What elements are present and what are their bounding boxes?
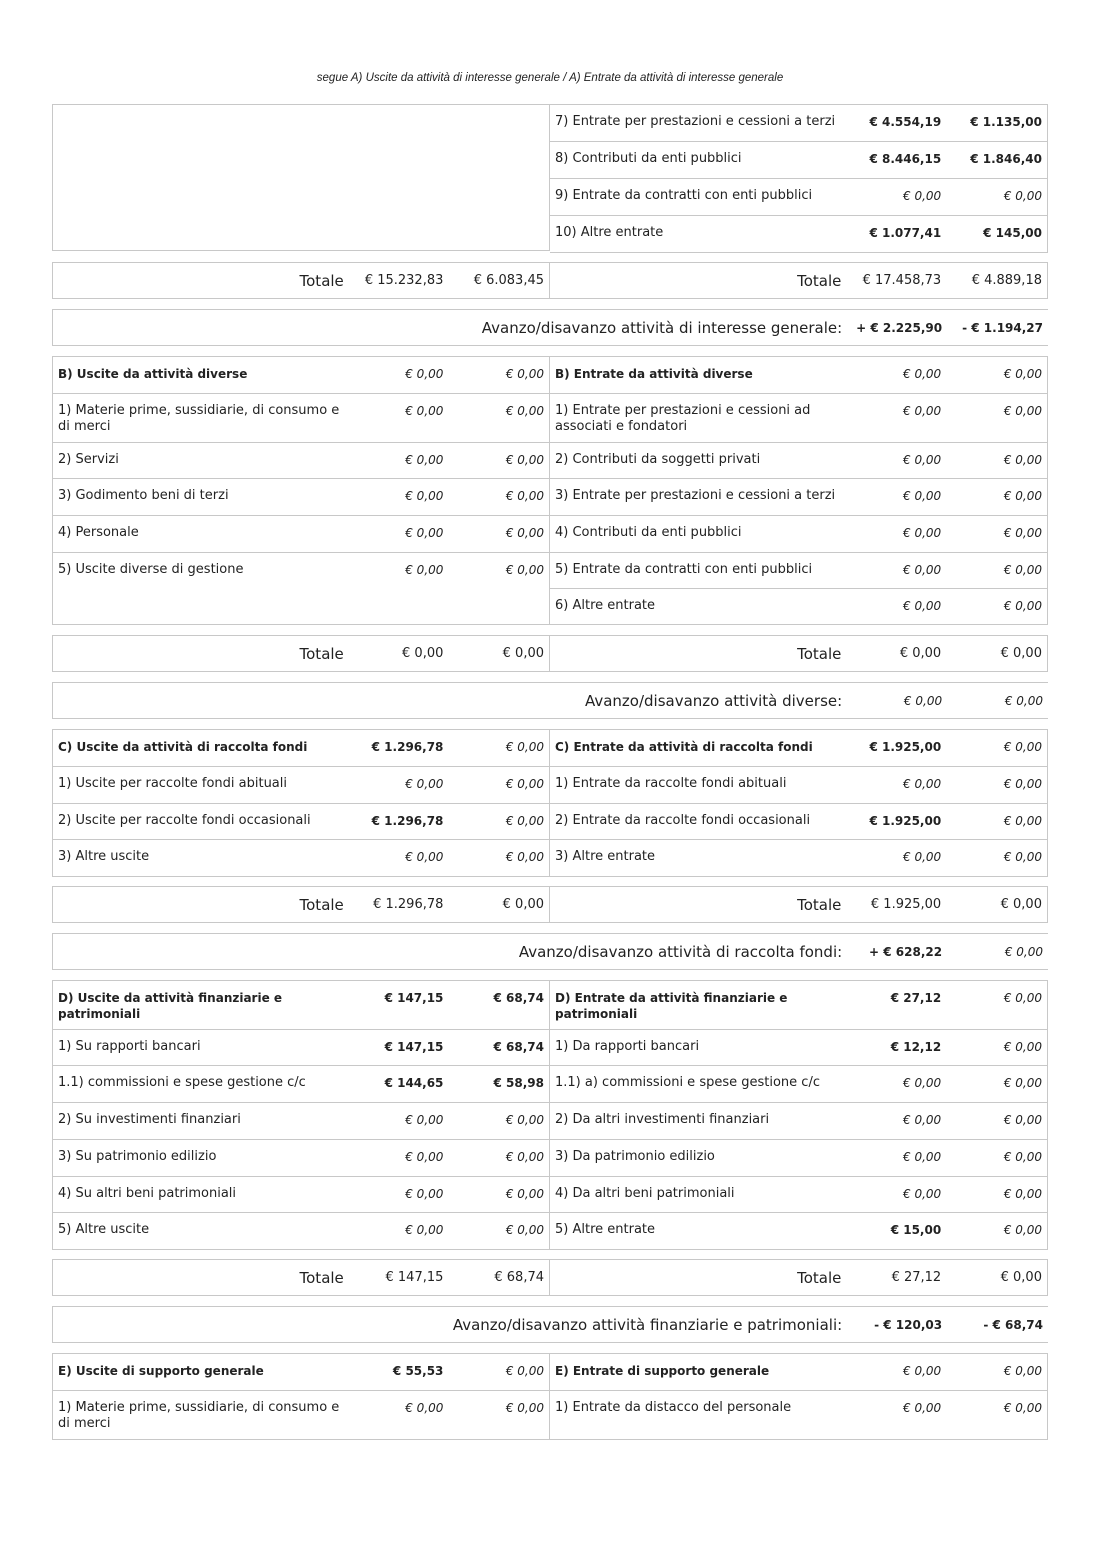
row-value-previous: € 0,00: [505, 1223, 544, 1237]
table-row: [550, 767, 1047, 804]
row-value-current: € 8.446,15: [869, 152, 942, 166]
table-row: [53, 479, 549, 516]
totale-value: € 4.889,18: [971, 273, 1042, 288]
row-value-previous: € 0,00: [505, 777, 544, 791]
row-value-current: € 0,00: [903, 453, 942, 467]
row-value-current: € 0,00: [903, 189, 942, 203]
row-value-current: € 0,00: [405, 850, 444, 864]
row-value-current: € 0,00: [405, 1401, 444, 1415]
row-value-previous: € 0,00: [505, 1401, 544, 1415]
row-value-previous: € 145,00: [983, 226, 1042, 240]
row-value-current: € 0,00: [903, 1401, 942, 1415]
table-row: [53, 1354, 549, 1391]
row-value-previous: € 0,00: [505, 563, 544, 577]
avanzo-label: Avanzo/disavanzo attività finanziarie e patrimoniali:: [452, 1315, 843, 1334]
row-value-previous: € 0,00: [1003, 1187, 1042, 1201]
entrate-e: [550, 1353, 1048, 1440]
totale-label: Totale: [299, 1268, 344, 1287]
row-label: 3) Entrate per prestazioni e cessioni a terzi: [555, 488, 836, 503]
totale-value: € 27,12: [891, 1270, 942, 1285]
table-row: [550, 730, 1047, 767]
table-row: [53, 840, 549, 876]
uscite-b: [52, 356, 550, 625]
row-label: 3) Altre uscite: [58, 849, 150, 864]
totale-value: € 0,00: [899, 646, 942, 661]
section-b-table: [52, 356, 1048, 625]
row-value-previous: € 0,00: [1003, 1113, 1042, 1127]
row-label: 9) Entrate da contratti con enti pubblici: [555, 188, 813, 203]
row-value-current: € 0,00: [405, 404, 444, 418]
row-value-current: € 0,00: [405, 1223, 444, 1237]
row-value-current: € 0,00: [903, 404, 942, 418]
totale-value: € 0,00: [502, 897, 544, 912]
row-value-previous: € 0,00: [1003, 1401, 1042, 1415]
totale-label: Totale: [797, 644, 842, 663]
totale-value: € 0,00: [1000, 646, 1042, 661]
totale-value: € 1.925,00: [870, 897, 942, 912]
row-label: 1) Entrate da raccolte fondi abituali: [555, 776, 787, 791]
table-row: [53, 1140, 549, 1177]
row-value-current: € 0,00: [903, 1187, 942, 1201]
row-value-current: € 4.554,19: [869, 115, 942, 129]
row-value-previous: € 0,00: [505, 404, 544, 418]
avanzo-value: € 0,00: [1004, 944, 1043, 959]
table-row: [53, 730, 549, 767]
table-row: [53, 767, 549, 804]
section-a-table: [52, 104, 1048, 253]
row-value-previous: € 0,00: [505, 1187, 544, 1201]
section-d-table: [52, 980, 1048, 1250]
totale-value: € 6.083,45: [473, 273, 544, 288]
row-value-previous: € 0,00: [505, 453, 544, 467]
uscite-d: [52, 980, 550, 1250]
section-e-table: [52, 1353, 1048, 1440]
table-row: [550, 553, 1047, 589]
row-value-previous: € 0,00: [1003, 563, 1042, 577]
row-value-previous: € 0,00: [505, 526, 544, 540]
row-value-previous: € 0,00: [1003, 1150, 1042, 1164]
avanzo-b-row: [52, 682, 1048, 719]
table-row: [550, 479, 1047, 516]
row-value-current: € 0,00: [903, 563, 942, 577]
row-label: 7) Entrate per prestazioni e cessioni a terzi: [555, 114, 836, 129]
avanzo-d-row: [52, 1306, 1048, 1343]
row-value-previous: € 1.135,00: [970, 115, 1042, 129]
row-label: 1) Materie prime, sussidiarie, di consumo e di merci: [58, 403, 340, 434]
row-label: 3) Altre entrate: [555, 849, 656, 864]
row-value-previous: € 68,74: [493, 991, 544, 1005]
row-label: 2) Contributi da soggetti privati: [555, 452, 761, 467]
row-value-current: € 0,00: [903, 1113, 942, 1127]
avanzo-label: Avanzo/disavanzo attività di interesse generale:: [481, 318, 843, 337]
row-value-previous: € 58,98: [493, 1076, 544, 1090]
totale-value: € 68,74: [494, 1270, 544, 1285]
uscite-c: [52, 729, 550, 877]
totale-c-row: [52, 886, 1048, 923]
row-label: 5) Uscite diverse di gestione: [58, 562, 244, 577]
totale-value: € 0,00: [502, 646, 544, 661]
row-value-previous: € 0,00: [505, 1113, 544, 1127]
row-value-previous: € 0,00: [505, 367, 544, 381]
table-row: [53, 981, 549, 1030]
row-value-current: € 0,00: [903, 367, 942, 381]
row-value-current: € 0,00: [405, 1113, 444, 1127]
row-label: 8) Contributi da enti pubblici: [555, 151, 742, 166]
page-header: segue A) Uscite da attività di interesse generale / A) Entrate da attività di interesse generale: [316, 72, 784, 84]
row-value-current: € 1.296,78: [371, 814, 444, 828]
table-row: [53, 516, 549, 553]
row-value-current: € 0,00: [903, 777, 942, 791]
table-row: [53, 1213, 549, 1249]
row-value-current: € 147,15: [384, 1040, 444, 1054]
row-value-current: € 1.296,78: [371, 740, 444, 754]
row-value-previous: € 0,00: [1003, 367, 1042, 381]
row-value-previous: € 0,00: [505, 850, 544, 864]
row-value-current: € 0,00: [903, 850, 942, 864]
table-row: [550, 105, 1047, 142]
table-row: [53, 553, 549, 624]
table-row: [53, 1391, 549, 1439]
row-value-previous: € 0,00: [1003, 189, 1042, 203]
row-value-previous: € 0,00: [1003, 453, 1042, 467]
row-value-previous: € 0,00: [1003, 404, 1042, 418]
totale-label: Totale: [797, 1268, 842, 1287]
totale-label: Totale: [299, 271, 344, 290]
table-row: [550, 840, 1047, 876]
table-row: [550, 1391, 1047, 1439]
row-value-previous: € 0,00: [1003, 599, 1042, 613]
row-value-current: € 0,00: [405, 1187, 444, 1201]
row-value-current: € 0,00: [405, 489, 444, 503]
uscite-e: [52, 1353, 550, 1440]
table-row: [53, 804, 549, 840]
row-label: 1) Da rapporti bancari: [555, 1039, 700, 1054]
row-label: 1) Su rapporti bancari: [58, 1039, 201, 1054]
table-row: [550, 443, 1047, 479]
totale-value: € 17.458,73: [862, 273, 942, 288]
row-value-current: € 144,65: [384, 1076, 444, 1090]
row-value-current: € 0,00: [405, 453, 444, 467]
entrate-d: [550, 980, 1048, 1250]
row-label: 5) Altre uscite: [58, 1222, 150, 1237]
table-row: [550, 589, 1047, 624]
avanzo-c-row: [52, 933, 1048, 970]
row-value-current: € 0,00: [903, 489, 942, 503]
row-value-current: € 0,00: [405, 563, 444, 577]
row-value-previous: € 0,00: [1003, 740, 1042, 754]
row-value-previous: € 0,00: [1003, 777, 1042, 791]
row-label: 6) Altre entrate: [555, 598, 656, 613]
row-label: 5) Entrate da contratti con enti pubblici: [555, 562, 813, 577]
row-label: 4) Personale: [58, 525, 139, 540]
row-value-previous: € 0,00: [1003, 1040, 1042, 1054]
avanzo-value: € 0,00: [1004, 693, 1043, 708]
row-value-previous: € 0,00: [1003, 489, 1042, 503]
row-label: 10) Altre entrate: [555, 225, 664, 240]
entrate-a: [550, 104, 1048, 253]
row-value-current: € 0,00: [903, 1150, 942, 1164]
row-value-previous: € 0,00: [1003, 850, 1042, 864]
row-value-previous: € 0,00: [505, 1150, 544, 1164]
table-row: [550, 804, 1047, 840]
row-label: 2) Su investimenti finanziari: [58, 1112, 241, 1127]
table-row: [53, 1103, 549, 1140]
table-row: [550, 1030, 1047, 1066]
row-label: 4) Da altri beni patrimoniali: [555, 1186, 735, 1201]
row-label: 3) Da patrimonio edilizio: [555, 1149, 715, 1164]
entrate-b: [550, 356, 1048, 625]
row-label: B) Uscite da attività diverse: [58, 367, 248, 381]
totale-b-row: [52, 635, 1048, 672]
totale-value: € 15.232,83: [364, 273, 444, 288]
table-row: [550, 1177, 1047, 1213]
table-row: [550, 394, 1047, 443]
row-value-previous: € 0,00: [1003, 1223, 1042, 1237]
totale-a-row: [52, 262, 1048, 299]
row-value-previous: € 1.846,40: [970, 152, 1042, 166]
avanzo-value: - € 68,74: [983, 1317, 1043, 1332]
table-row: [53, 394, 549, 443]
row-label: E) Entrate di supporto generale: [555, 1364, 770, 1378]
totale-value: € 0,00: [1000, 1270, 1042, 1285]
row-value-current: € 1.925,00: [869, 740, 942, 754]
row-value-previous: € 0,00: [1003, 991, 1042, 1005]
totale-value: € 0,00: [402, 646, 444, 661]
table-row: [550, 1140, 1047, 1177]
totale-value: € 1.296,78: [373, 897, 444, 912]
avanzo-value: + € 2.225,90: [856, 320, 943, 335]
row-value-current: € 0,00: [405, 1150, 444, 1164]
row-value-current: € 15,00: [890, 1223, 942, 1237]
row-label: 3) Su patrimonio edilizio: [58, 1149, 217, 1164]
row-value-previous: € 0,00: [505, 740, 544, 754]
row-value-previous: € 0,00: [505, 814, 544, 828]
row-label: 2) Da altri investimenti finanziari: [555, 1112, 770, 1127]
avanzo-a-row: [52, 309, 1048, 346]
avanzo-value: - € 1.194,27: [962, 320, 1043, 335]
row-value-current: € 0,00: [903, 526, 942, 540]
row-value-current: € 0,00: [405, 367, 444, 381]
row-value-current: € 0,00: [405, 777, 444, 791]
row-value-current: € 55,53: [392, 1364, 444, 1378]
table-row: [550, 216, 1047, 252]
row-value-previous: € 0,00: [1003, 1364, 1042, 1378]
table-row: [550, 1103, 1047, 1140]
section-c-table: [52, 729, 1048, 877]
table-row: [550, 1213, 1047, 1249]
table-row: [550, 1354, 1047, 1391]
row-label: D) Entrate da attività finanziarie e patrimoniali: [555, 991, 788, 1021]
table-row: [550, 357, 1047, 394]
table-row: [53, 443, 549, 479]
avanzo-label: Avanzo/disavanzo attività di raccolta fondi:: [518, 942, 843, 961]
totale-label: Totale: [797, 271, 842, 290]
uscite-a-empty: [52, 104, 550, 251]
row-label: C) Uscite da attività di raccolta fondi: [58, 740, 308, 754]
row-label: C) Entrate da attività di raccolta fondi: [555, 740, 813, 754]
totale-label: Totale: [797, 895, 842, 914]
row-label: 1.1) commissioni e spese gestione c/c: [58, 1075, 306, 1090]
avanzo-value: + € 628,22: [869, 944, 943, 959]
row-value-previous: € 0,00: [1003, 814, 1042, 828]
totale-value: € 0,00: [1000, 897, 1042, 912]
row-value-current: € 0,00: [903, 599, 942, 613]
row-label: 1) Materie prime, sussidiarie, di consumo e di merci: [58, 1400, 340, 1431]
row-label: 4) Contributi da enti pubblici: [555, 525, 742, 540]
row-value-current: € 1.077,41: [869, 226, 942, 240]
row-value-current: € 1.925,00: [869, 814, 942, 828]
table-row: [53, 1066, 549, 1103]
table-row: [550, 142, 1047, 179]
avanzo-label: Avanzo/disavanzo attività diverse:: [584, 691, 843, 710]
avanzo-value: € 0,00: [903, 693, 943, 708]
row-value-current: € 0,00: [903, 1364, 942, 1378]
table-row: [550, 981, 1047, 1030]
row-value-current: € 0,00: [405, 526, 444, 540]
table-row: [550, 1066, 1047, 1103]
avanzo-value: - € 120,03: [874, 1317, 943, 1332]
table-row: [53, 1030, 549, 1066]
row-label: E) Uscite di supporto generale: [58, 1364, 264, 1378]
row-label: 2) Entrate da raccolte fondi occasionali: [555, 813, 811, 828]
row-label: 2) Uscite per raccolte fondi occasionali: [58, 813, 311, 828]
row-value-previous: € 0,00: [1003, 526, 1042, 540]
table-row: [550, 179, 1047, 216]
totale-d-row: [52, 1259, 1048, 1296]
table-row: [550, 516, 1047, 553]
row-label: 5) Altre entrate: [555, 1222, 656, 1237]
row-label: 2) Servizi: [58, 452, 119, 467]
totale-label: Totale: [299, 644, 344, 663]
row-value-current: € 27,12: [890, 991, 942, 1005]
row-value-previous: € 68,74: [493, 1040, 544, 1054]
totale-label: Totale: [299, 895, 344, 914]
row-value-previous: € 0,00: [505, 489, 544, 503]
row-value-previous: € 0,00: [505, 1364, 544, 1378]
row-value-current: € 12,12: [890, 1040, 942, 1054]
row-label: 1) Entrate da distacco del personale: [555, 1400, 792, 1415]
row-label: B) Entrate da attività diverse: [555, 367, 753, 381]
row-value-previous: € 0,00: [1003, 1076, 1042, 1090]
entrate-c: [550, 729, 1048, 877]
row-label: 1) Entrate per prestazioni e cessioni ad associati e fondatori: [555, 403, 811, 434]
row-value-current: € 147,15: [384, 991, 444, 1005]
table-row: [53, 1177, 549, 1213]
row-label: 4) Su altri beni patrimoniali: [58, 1186, 237, 1201]
table-row: [53, 357, 549, 394]
totale-value: € 147,15: [385, 1270, 444, 1285]
row-value-current: € 0,00: [903, 1076, 942, 1090]
row-label: D) Uscite da attività finanziarie e patrimoniali: [58, 991, 283, 1021]
row-label: 1.1) a) commissioni e spese gestione c/c: [555, 1075, 820, 1090]
row-label: 3) Godimento beni di terzi: [58, 488, 229, 503]
row-label: 1) Uscite per raccolte fondi abituali: [58, 776, 287, 791]
